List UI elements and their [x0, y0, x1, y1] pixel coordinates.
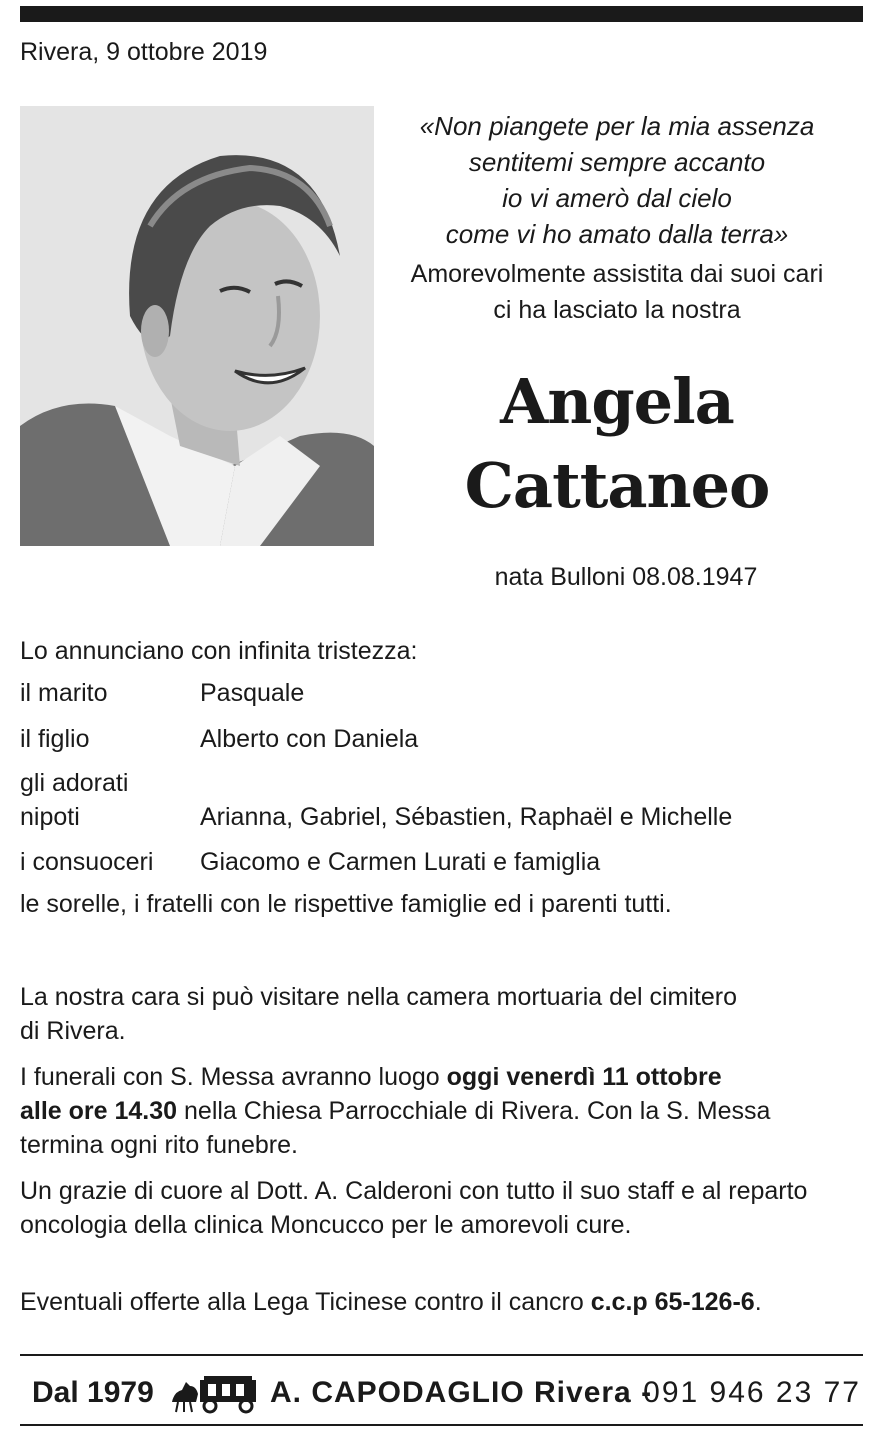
phone-number: 091 946 23 77: [643, 1376, 861, 1409]
funeral-date: oggi venerdì 11 ottobre: [446, 1063, 722, 1091]
hearse-carriage-icon: [170, 1372, 266, 1422]
donation-end: .: [754, 1288, 762, 1316]
date-line: Rivera, 9 ottobre 2019: [20, 38, 268, 66]
relative-role: gli adorati: [20, 769, 129, 797]
intro-line: ci ha lasciato la nostra: [493, 296, 741, 324]
relative-role: il figlio: [20, 725, 90, 753]
visit-line: La nostra cara si può visitare nella camera mortuaria del cimitero: [20, 983, 737, 1011]
first-name: Angela: [500, 365, 734, 438]
relative-names: Alberto con Daniela: [200, 725, 419, 753]
announcers-heading: Lo annunciano con infinita tristezza:: [20, 637, 418, 665]
birth-line: nata Bulloni 08.08.1947: [494, 563, 758, 591]
quote-line: come vi ho amato dalla terra»: [445, 219, 789, 249]
top-rule: [20, 6, 863, 22]
portrait-photo: [20, 106, 374, 546]
footer-bottom-rule: [20, 1424, 863, 1426]
memorial-quote: [392, 108, 842, 252]
last-name: Cattaneo: [464, 449, 770, 522]
relative-names: Giacomo e Carmen Lurati e famiglia: [200, 848, 601, 876]
funeral-home-name: A. CAPODAGLIO Rivera -: [270, 1376, 653, 1409]
thanks-info: [20, 1174, 870, 1242]
since-year: Dal 1979: [32, 1376, 154, 1409]
intro-text: [392, 256, 842, 328]
funeral-time: alle ore 14.30: [20, 1097, 178, 1125]
quote-line: «Non piangete per la mia assenza: [419, 111, 815, 141]
portrait-image: [20, 106, 374, 546]
funeral-line: termina ogni rito funebre.: [20, 1131, 298, 1159]
donation-info: [20, 1288, 762, 1317]
quote-line: sentitemi sempre accanto: [468, 147, 766, 177]
footer-top-rule: [20, 1354, 863, 1356]
other-relatives: le sorelle, i fratelli con le rispettive famiglie ed i parenti tutti.: [20, 890, 672, 918]
intro-line: Amorevolmente assistita dai suoi cari: [410, 260, 824, 288]
funeral-info: [20, 1060, 870, 1162]
funeral-line: [20, 1094, 870, 1128]
deceased-name: [392, 360, 842, 528]
relative-role: il marito: [20, 679, 108, 707]
visitation-info: [20, 980, 870, 1048]
relative-role: nipoti: [20, 803, 80, 831]
donation-account: c.c.p 65-126-6: [590, 1288, 755, 1316]
funeral-place: nella Chiesa Parrocchiale di Rivera. Con la S. Messa: [177, 1097, 771, 1125]
relative-names: Arianna, Gabriel, Sébastien, Raphaël e Michelle: [200, 803, 733, 831]
funeral-line: [20, 1060, 870, 1094]
thanks-line: Un grazie di cuore al Dott. A. Calderoni con tutto il suo staff e al reparto: [20, 1177, 808, 1205]
quote-line: io vi amerò dal cielo: [502, 183, 732, 213]
funeral-home-footer: [20, 1368, 863, 1418]
donation-text: Eventuali offerte alla Lega Ticinese contro il cancro: [20, 1288, 591, 1316]
funeral-text: I funerali con S. Messa avranno luogo: [20, 1063, 447, 1091]
relative-names: Pasquale: [200, 679, 305, 707]
relative-role: i consuoceri: [20, 848, 154, 876]
visit-line: di Rivera.: [20, 1017, 126, 1045]
thanks-line: oncologia della clinica Moncucco per le amorevoli cure.: [20, 1211, 632, 1239]
